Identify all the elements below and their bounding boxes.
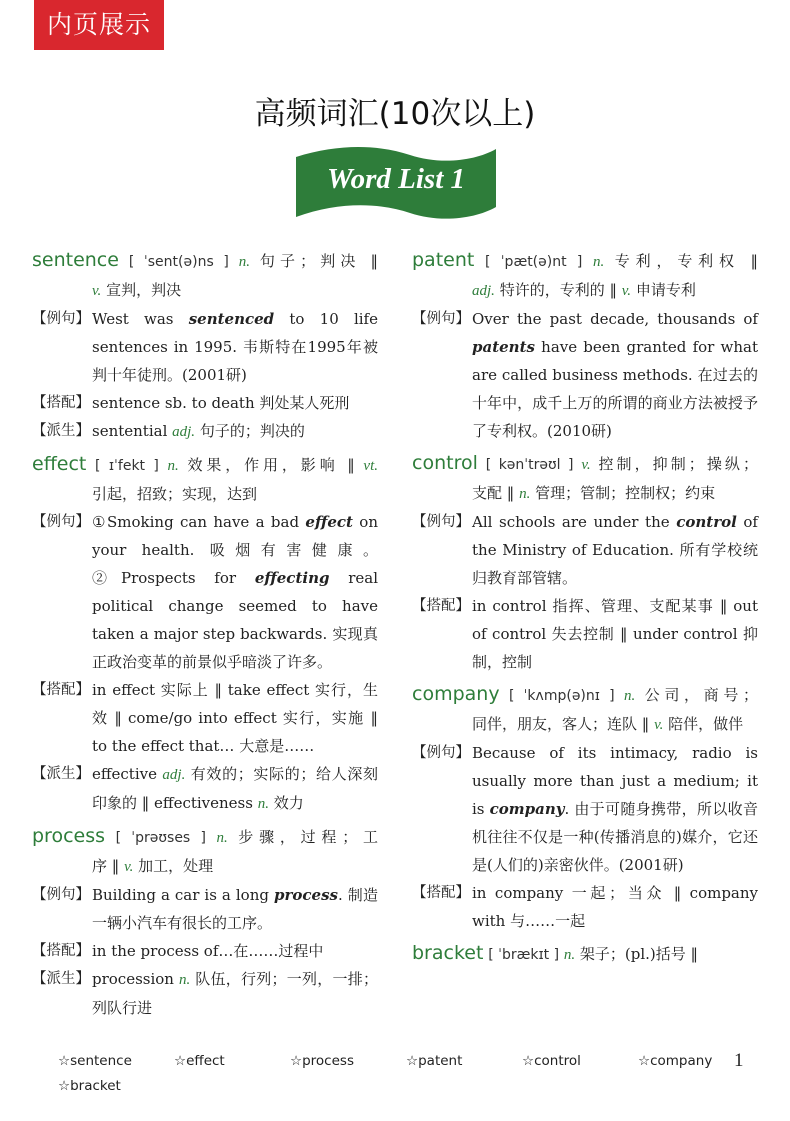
entry-bracket <box>412 939 758 969</box>
part-of-speech: n. <box>592 254 605 270</box>
entry-patent <box>412 246 758 445</box>
example-text: . 制造一辆小汽车有很长的工序。 <box>92 886 378 932</box>
example-label: 【例句】 <box>32 887 90 903</box>
part-of-speech: n. <box>563 947 576 963</box>
example-text: . 由于可随身携带，所以收音机往往不仅是一种(传播消息的)媒介，它还是(人们的)亲密伙伴。(2001研) <box>472 800 759 874</box>
example-section <box>32 508 378 676</box>
keyword: control <box>676 513 737 531</box>
collocation-text: sentence sb. to death 判处某人死刑 <box>92 394 350 412</box>
definition: 申请专利 <box>635 281 696 299</box>
example-text: real political change seemed to have taken a major step backwards. 实现真正政治变革的前景似乎暗淡了许多。 <box>92 569 378 671</box>
definition: 陪伴，做伴 <box>668 715 744 733</box>
collocation-text: in effect 实际上 ‖ take effect 实行，生效 ‖ come/go into effect 实行，实施 ‖ to the effect that… 大意是…… <box>92 681 378 755</box>
headword: bracket <box>412 942 484 964</box>
part-of-speech: n. <box>167 458 179 474</box>
collocation-label: 【搭配】 <box>32 682 90 698</box>
example-section <box>32 881 378 937</box>
word-index-footer <box>58 1049 758 1099</box>
definition: 引起，招致；实现，达到 <box>92 485 258 503</box>
headword: effect <box>32 453 87 475</box>
definition: 效果，作用，影响 ‖ <box>187 456 355 474</box>
keyword: sentenced <box>188 310 275 328</box>
phonetic: [ ˈkʌmp(ə)nɪ ] <box>509 688 615 704</box>
example-section <box>412 508 758 592</box>
example-section <box>412 739 758 879</box>
derivative-label: 【派生】 <box>32 971 90 987</box>
collocation-text: in company 一起；当众 ‖ company with 与……一起 <box>472 884 758 930</box>
example-label: 【例句】 <box>412 311 470 327</box>
page-number: 1 <box>734 1050 744 1071</box>
collocation-label: 【搭配】 <box>412 885 470 901</box>
definition: 宣判，判决 <box>106 281 182 299</box>
part-of-speech: adj. <box>162 767 186 783</box>
keyword: patents <box>472 338 535 356</box>
phonetic: [ ˈpæt(ə)nt ] <box>484 254 583 270</box>
wordlist-title: Word List 1 <box>326 163 466 195</box>
headword: company <box>412 683 500 705</box>
definition: 句子；判决 ‖ <box>259 252 378 270</box>
example-label: 【例句】 <box>32 311 90 327</box>
part-of-speech: v. <box>654 717 664 733</box>
example-label: 【例句】 <box>412 514 470 530</box>
keyword: process <box>274 886 338 904</box>
collocation-section <box>32 937 378 965</box>
part-of-speech: v. <box>92 283 102 299</box>
part-of-speech: vt. <box>363 458 378 474</box>
index-item: ☆effect <box>174 1053 225 1069</box>
headword: sentence <box>32 249 119 271</box>
phonetic: [ ˈsent(ə)ns ] <box>128 254 229 270</box>
example-text: to 10 life sentences in 1995. 韦斯特在1995年被判十年徒刑。(2001研) <box>92 310 378 384</box>
definition: 加工，处理 <box>138 857 214 875</box>
phonetic: [ ˈprəʊses ] <box>115 830 206 846</box>
keyword: company <box>489 800 565 818</box>
headword: patent <box>412 249 475 271</box>
collocation-text: in the process of…在……过程中 <box>92 942 324 960</box>
part-of-speech: n. <box>178 972 191 988</box>
part-of-speech: n. <box>238 254 250 270</box>
index-item: ☆sentence <box>58 1053 132 1069</box>
collocation-text: in control 指挥、管理、支配某事 ‖ out of control 失去控制 ‖ under control 抑制，控制 <box>472 597 758 671</box>
collocation-section <box>412 879 758 935</box>
derivative-text: procession <box>92 970 179 988</box>
entry-company <box>412 680 758 935</box>
example-text: have been granted for what are called business methods. 在过去的十年中，成千上万的所谓的商业方法被授予了专利权。(2010研) <box>472 338 758 440</box>
derivative-text: 有效的；实际的；给人深刻印象的 ‖ effectiveness <box>92 765 378 812</box>
section-badge: 内页展示 <box>34 0 164 50</box>
definition: 步骤，过程；工 <box>238 828 378 846</box>
part-of-speech: n. <box>623 688 636 704</box>
derivative-text: effective <box>92 765 163 783</box>
part-of-speech: v. <box>581 457 591 473</box>
entry-process <box>32 822 378 1022</box>
definition: 公司，商号； <box>644 686 758 704</box>
entry-effect <box>32 450 378 818</box>
index-item: ☆bracket <box>58 1078 121 1094</box>
collocation-label: 【搭配】 <box>32 943 90 959</box>
derivative-section <box>32 965 378 1022</box>
derivative-label: 【派生】 <box>32 766 90 782</box>
part-of-speech: n. <box>257 796 269 812</box>
left-column <box>32 246 378 1022</box>
entry-control <box>412 449 758 676</box>
definition: 管理；管制；控制权；约束 <box>535 484 716 502</box>
phonetic: [ kənˈtrəʊl ] <box>485 457 574 473</box>
part-of-speech: n. <box>216 830 228 846</box>
part-of-speech: v. <box>621 283 632 299</box>
definition: 控制，抑制；操纵； <box>598 455 758 473</box>
example-text: of the Ministry of Education. 所有学校统归教育部管辖。 <box>472 513 758 587</box>
derivative-text: 句子的；判决的 <box>195 422 305 440</box>
example-text: West was <box>92 310 189 328</box>
page-title: 高频词汇(10次以上) <box>254 96 536 132</box>
keyword: effect <box>305 513 353 531</box>
definition: 支配 ‖ <box>472 484 515 502</box>
part-of-speech: n. <box>519 486 531 502</box>
part-of-speech: adj. <box>472 283 495 299</box>
derivative-text: 效力 <box>268 794 304 812</box>
example-label: 【例句】 <box>412 745 470 761</box>
right-column <box>412 246 758 969</box>
definition: 序 ‖ <box>92 857 120 875</box>
headword: control <box>412 452 478 474</box>
index-item: ☆company <box>638 1053 713 1069</box>
part-of-speech: adj. <box>172 424 196 440</box>
entry-sentence <box>32 246 378 446</box>
index-item: ☆process <box>290 1053 354 1069</box>
part-of-speech: v. <box>124 859 134 875</box>
example-text: All schools are under the <box>472 513 677 531</box>
definition: 特许的，专利的 ‖ <box>499 281 617 299</box>
definition: 专利，专利权 ‖ <box>614 252 758 270</box>
definition: 同伴，朋友，客人；连队 ‖ <box>472 715 650 733</box>
derivative-text: sentential <box>92 422 173 440</box>
example-section <box>32 305 378 389</box>
collocation-label: 【搭配】 <box>412 598 470 614</box>
collocation-section <box>32 676 378 760</box>
collocation-section <box>412 592 758 676</box>
example-text: Because of its intimacy, radio is usually more than just a medium; it is <box>472 744 758 818</box>
definition: 架子；(pl.)括号 ‖ <box>579 945 699 963</box>
example-text: on your health. 吸烟有害健康。②Prospects for <box>92 513 378 587</box>
example-text: Over the past decade, thousands of <box>472 310 758 328</box>
example-text: ①Smoking can have a bad <box>92 513 306 531</box>
collocation-label: 【搭配】 <box>32 395 90 411</box>
derivative-section <box>32 417 378 446</box>
phonetic: [ ɪˈfekt ] <box>95 458 159 474</box>
headword: process <box>32 825 106 847</box>
index-item: ☆patent <box>406 1053 463 1069</box>
phonetic: [ ˈbrækɪt ] <box>488 947 560 963</box>
derivative-section <box>32 760 378 818</box>
example-text: Building a car is a long <box>92 886 274 904</box>
example-label: 【例句】 <box>32 514 90 530</box>
keyword: effecting <box>254 569 330 587</box>
derivative-text: 队伍，行列；一列，一排；列队行进 <box>92 970 378 1017</box>
index-item: ☆control <box>522 1053 581 1069</box>
collocation-section <box>32 389 378 417</box>
example-section <box>412 305 758 445</box>
derivative-label: 【派生】 <box>32 423 90 439</box>
